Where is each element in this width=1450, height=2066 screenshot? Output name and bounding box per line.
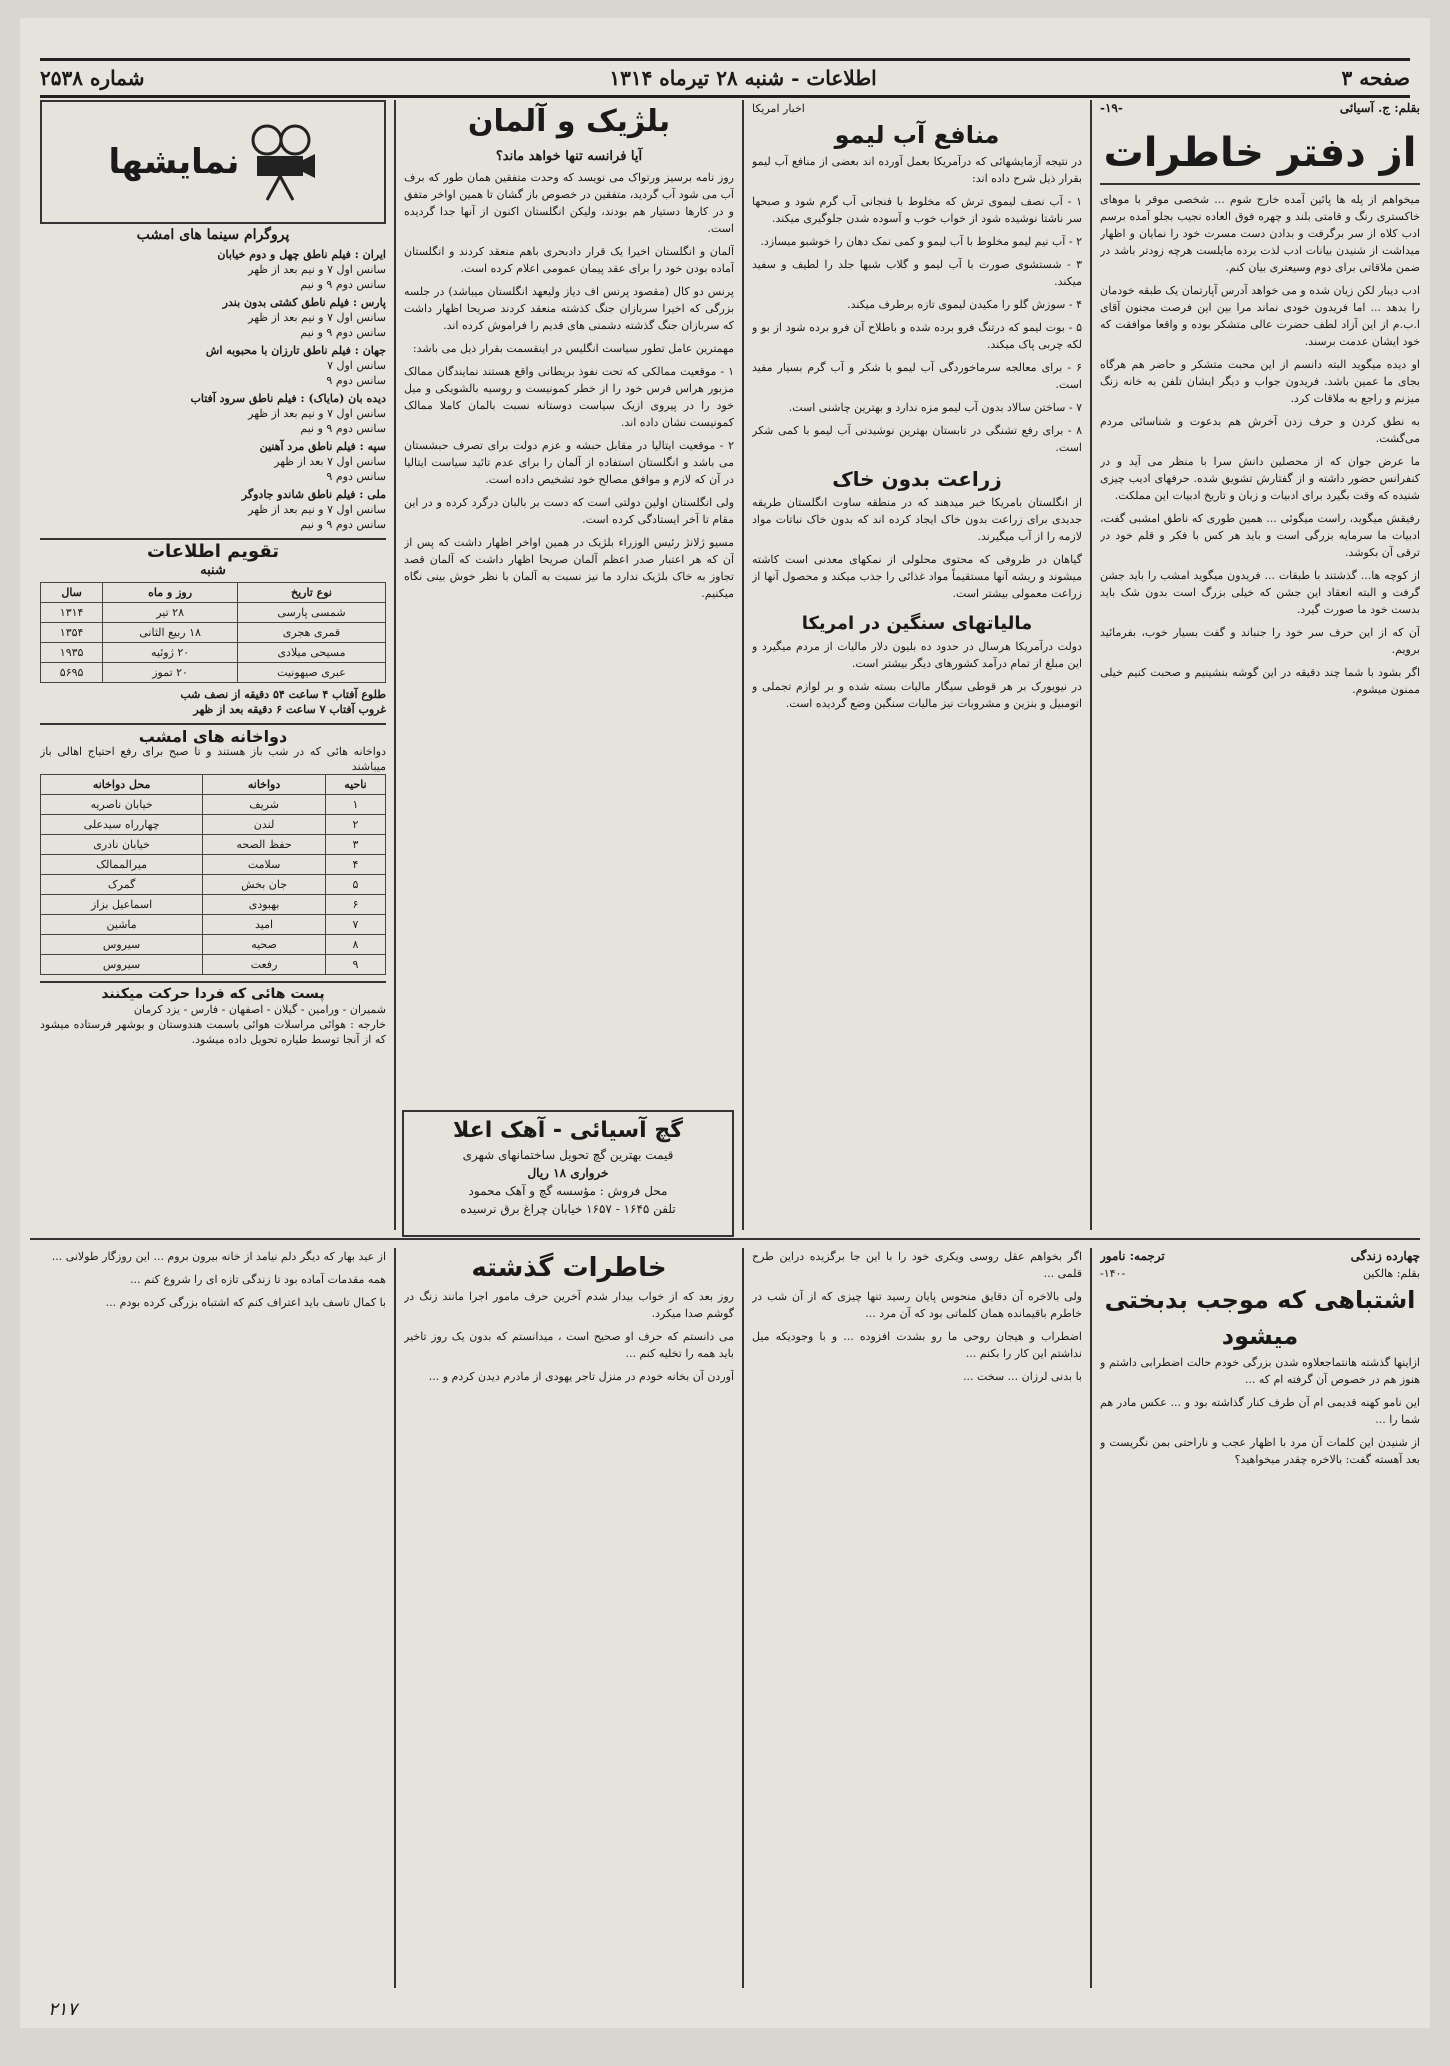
paragraph: روز بعد که از خواب بیدار شدم آخرین حرف مامور اجرا مانند زنگ در گوشم صدا میکرد. bbox=[404, 1290, 734, 1320]
paragraph: مهمترین عامل تطور سیاست انگلیس در اینقسمت بقرار ذیل می باشد: bbox=[412, 342, 734, 355]
paragraph: پرنس دو کال (مقصود پرنس اف دیاز ولیعهد انگلستان میباشد) در جلسه بزرگی که اخیرا سربازان جنگ کذشته منعقد کردند صریحا اظهار داشت که سربازان جنگ گذشته دشمنی های قدیم را فراموش کرده اند. bbox=[404, 285, 734, 332]
cinema-film: فیلم ناطق چهل و دوم خیابان bbox=[217, 248, 351, 261]
cinema-session: سانس دوم ۹ و نیم bbox=[300, 422, 386, 435]
column-divider bbox=[394, 1248, 396, 1988]
pharmacy-cell: ۳ bbox=[325, 835, 385, 855]
cinema-name-film: سپه : فیلم ناطق مرد آهنین bbox=[259, 440, 386, 453]
calendar-cell: ۱۳۵۴ bbox=[41, 623, 103, 643]
paragraph: ۲ - آب نیم لیمو مخلوط با آب لیمو و کمی نمک دهان را خوشبو میسازد. bbox=[760, 235, 1082, 248]
calendar-header: نوع تاریخ bbox=[237, 583, 385, 603]
pharmacy-row bbox=[41, 895, 386, 915]
paragraph: با کمال تاسف باید اعتراف کنم که اشتباه بزرگی کرده بودم ... bbox=[105, 1296, 386, 1309]
article-title: خاطرات گذشته bbox=[471, 1253, 667, 1283]
pharmacy-row bbox=[41, 815, 386, 835]
cinema-session: سانس اول ۷ و نیم بعد از ظهر bbox=[248, 311, 386, 324]
column-divider bbox=[1090, 1248, 1092, 1988]
cinema-session: سانس اول ۷ و نیم بعد از ظهر bbox=[248, 263, 386, 276]
article-past-memories bbox=[404, 1248, 734, 1988]
handwritten-mark: ۲۱۷ bbox=[48, 1999, 78, 2020]
cinema-logo bbox=[40, 100, 386, 224]
pharmacy-cell: گمرک bbox=[41, 875, 203, 895]
series-title: چهارده زندگی bbox=[1350, 1249, 1420, 1263]
byline: بقلم: ج. آسیائی bbox=[1339, 101, 1420, 115]
pharmacy-cell: ماشین bbox=[41, 915, 203, 935]
pharmacy-cell: ۲ bbox=[325, 815, 385, 835]
byline: بقلم: هالکین bbox=[1362, 1267, 1420, 1280]
cinema-name-film: جهان : فیلم ناطق تارزان با محبوبه اش bbox=[205, 344, 386, 357]
film-projector-icon bbox=[247, 122, 317, 202]
pharmacy-row bbox=[41, 875, 386, 895]
cinema-session: سانس اول ۷ و نیم بعد از ظهر bbox=[248, 407, 386, 420]
ad-line: تلفن ۱۶۴۵ - ۱۶۵۷ خیابان چراغ برق نرسیده bbox=[460, 1202, 676, 1216]
pharmacy-cell: خیابان نادری bbox=[41, 835, 203, 855]
paragraph: ۸ - برای رفع تشنگی در تابستان بهترین نوشیدنی آب لیمو با کمی شکر است. bbox=[752, 424, 1082, 454]
calendar-cell: ۲۰ ژوئیه bbox=[103, 643, 238, 663]
paragraph: ما عرض جوان که از محصلین دانش سرا با منظر می آید و در کنفرانس حضور داشته و از گفتارش تشویق شده. حرفهای ادیب چیزی شنیده که وقت بگیرد برای ادبیات و زبان و تاریخ ادبیات این مملکت. bbox=[1100, 455, 1420, 502]
pharmacy-cell: سیروس bbox=[41, 935, 203, 955]
cinema-session: سانس اول ۷ و نیم بعد از ظهر bbox=[248, 503, 386, 516]
pharmacy-cell: ۴ bbox=[325, 855, 385, 875]
cinema-name-film: ملی : فیلم ناطق شاندو جادوگر bbox=[241, 488, 386, 501]
paragraph: ۲ - موقعیت ایتالیا در مقابل حبشه و عزم دولت برای تصرف حبشستان می باشد و انگلستان استفاده از آلمان را برای عدم تائید سیاست ایتالیا در آن که لازم و موافق مصالح خود تشخیص داده است. bbox=[404, 439, 734, 486]
installment-number: -۱۹- bbox=[1100, 101, 1123, 115]
newspaper-page bbox=[20, 18, 1430, 2028]
paragraph: ولی بالاخره آن دقایق منحوس پایان رسید تنها چیزی که از آن شب در خاطرم باقیمانده همان کلماتی بود که آن مرد ... bbox=[752, 1290, 1082, 1320]
article-memoirs bbox=[1100, 100, 1420, 1230]
pharmacy-row bbox=[41, 955, 386, 975]
cinema-session: سانس دوم ۹ bbox=[326, 470, 386, 483]
paragraph: از کوچه ها... گذشتند با طبقات ... فریدون میگوید امشب را باید جشن گرفت و البته انعقاد این جشن که خیلی بزرگ است بدون شک باید بدست خود ما صورت گیرد. bbox=[1100, 569, 1420, 616]
paragraph: آلمان و انگلستان اخیرا یک قرار دادبحری باهم منعقد کردند و انگلستان آماده بودن خود را برای عقد پیمان عمومی اعلام کرده است. bbox=[404, 245, 734, 275]
calendar-header: روز و ماه bbox=[103, 583, 238, 603]
ad-line: محل فروش : مؤسسه گچ و آهک محمود bbox=[468, 1184, 668, 1198]
calendar-table bbox=[40, 582, 386, 683]
paragraph: در نتیجه آزمایشهائی که درآمریکا بعمل آورده اند بعضی از منافع آب لیمو بقرار ذیل شرح داده اند: bbox=[752, 155, 1082, 185]
column-divider bbox=[742, 1248, 744, 1988]
article-bottom-4 bbox=[40, 1248, 386, 1988]
column-divider bbox=[742, 100, 744, 1230]
paragraph: این نامو کهنه قدیمی ام آن طرف کنار گذاشته بود و ... عکس مادر هم شما را ... bbox=[1100, 1396, 1420, 1426]
section-divider bbox=[30, 1238, 1420, 1240]
calendar-cell: ۱۸ ربیع الثانی bbox=[103, 623, 238, 643]
paragraph: روز نامه برسیز ورتواک می نویسد که وحدت متفقین همان طور که برف آب می شود آب گردید، متفقین در خصوص باز گشان تا همین اواخر متفق و در کارها دستیار هم بودند، ولیکن انگلستان اکنون از آنها جدا گردیده است. bbox=[404, 171, 734, 235]
ad-title: گچ آسیائی - آهک اعلا bbox=[453, 1118, 683, 1143]
paragraph: اضطراب و هیجان روحی ما رو بشدت افزوده ... و با وجودیکه میل نداشتم این کار را بکنم ... bbox=[752, 1330, 1082, 1360]
cinema-section-title: نمایشها bbox=[108, 141, 240, 182]
pharmacy-cell: ۹ bbox=[325, 955, 385, 975]
cinema-name-film: دیده بان (مایاک) : فیلم ناطق سرود آفتاب bbox=[190, 392, 386, 405]
paragraph: او دیده میگوید البته دانسم از این محبت متشکر و حاضر هم هرگاه بجای ما عمین باشد. فریدون جواب و دیگر ایشان تلفن به خانه زنگ میزنم و راجع به ملاقات کرد. bbox=[1100, 358, 1420, 405]
cinema-film: فیلم ناطق تارزان با محبوبه اش bbox=[205, 344, 351, 357]
cinema-session: سانس دوم ۹ و نیم bbox=[300, 518, 386, 531]
cinema-film: فیلم ناطق مرد آهنین bbox=[259, 440, 356, 453]
pharmacy-cell: چهارراه سیدعلی bbox=[41, 815, 203, 835]
calendar-cell: ۲۰ تموز bbox=[103, 663, 238, 683]
cinema-entry bbox=[40, 487, 386, 532]
pharmacy-cell: جان بخش bbox=[203, 875, 326, 895]
calendar-day: شنبه bbox=[200, 563, 226, 578]
post-line: شمیران - ورامین - گیلان - اصفهان - فارس - یزد کرمان bbox=[133, 1003, 386, 1016]
pharmacy-cell: سلامت bbox=[203, 855, 326, 875]
calendar-cell: عبری صیهونیت bbox=[237, 663, 385, 683]
cinema-list bbox=[40, 247, 386, 532]
article-mistake bbox=[1100, 1248, 1420, 1988]
cinema-session: سانس دوم ۹ و نیم bbox=[300, 326, 386, 339]
paragraph: ۴ - سوزش گلو را مکیدن لیموی تازه برطرف میکند. bbox=[847, 298, 1082, 311]
pharmacy-cell: رفعت bbox=[203, 955, 326, 975]
cinema-film: فیلم ناطق سرود آفتاب bbox=[190, 392, 297, 405]
issue-number: شماره ۲۵۳۸ bbox=[40, 66, 145, 90]
pharmacy-header: دواخانه bbox=[203, 775, 326, 795]
article-title: اشتباهی که موجب بدبختی میشود bbox=[1104, 1286, 1416, 1350]
cinema-entry bbox=[40, 343, 386, 388]
calendar-cell: ۵۶۹۵ bbox=[41, 663, 103, 683]
calendar-cell: شمسی پارسی bbox=[237, 603, 385, 623]
article-title-soilless: زراعت بدون خاک bbox=[832, 467, 1002, 491]
paragraph: ادب دیبار لکن زیان شده و می خواهد آدرس آپارتمان یک طبقه خودمان را بدهد ... اما فریدون خودی نماند مرا بین این فرصت مجنون آقای ا.ب.م از این آزاد لطف حضرت عالی متشکر بوده و واقعا موافقت که خود ایشان عدمت برسند. bbox=[1100, 284, 1420, 348]
calendar-cell: قمری هجری bbox=[237, 623, 385, 643]
post-title: پست هائی که فردا حرکت میکنند bbox=[40, 981, 386, 1002]
cinema-film: فیلم ناطق شاندو جادوگر bbox=[241, 488, 356, 501]
pharmacy-header: ناحیه bbox=[325, 775, 385, 795]
pharmacy-row bbox=[41, 915, 386, 935]
page-number: صفحه ۳ bbox=[1341, 66, 1410, 90]
paragraph: همه مقدمات آماده بود تا زندگی تازه ای را شروع کنم ... bbox=[130, 1273, 386, 1286]
pharmacy-title: دواخانه های امشب bbox=[40, 723, 386, 744]
pharmacy-row bbox=[41, 855, 386, 875]
paragraph: ۱ - آب نصف لیموی ترش که مخلوط با فنجانی آب گرم شود و صبحها سر ناشتا نوشیده شود از خواب خوب و آسوده شدن جلوگیری میکند. bbox=[752, 195, 1082, 225]
paragraph: میخواهم از پله ها پائین آمده خارج شوم ... شخصی موقر با موهای خاکستری رنگ و قامتی بلند و چهره فوق العاده نجیب بجلو آمده برسم ادب کلاه از سر برگرفت و بدادن دست مسرت خود را نمایان و اظهار میداشت از شنیدن بیانات ادب لذت برده مایلست هرچه زودتر باشد در ضمن ملاقاتی برای دوم وسیعتری بیان کنم. bbox=[1100, 193, 1420, 274]
paragraph: ولی انگلستان اولین دولتی است که دست بر بالبان درگرد کرده و در این مقام تا آخر ایستادگی کرده است. bbox=[404, 496, 734, 526]
paragraph: اگر بشود با شما چند دقیقه در این گوشه بنشینیم و صحبت کنیم خیلی ممنون میشوم. bbox=[1100, 666, 1420, 696]
pharmacy-cell: بهبودی bbox=[203, 895, 326, 915]
cinema-name: ملی bbox=[367, 488, 386, 501]
paragraph: به نطق کردن و حرف زدن آخرش هم بدعوت و شناسائی مردم می‌گشت. bbox=[1100, 415, 1420, 445]
cinema-session: سانس اول ۷ بعد از ظهر bbox=[274, 455, 386, 468]
paragraph: از انگلستان بامریکا خبر میدهند که در منطقه ساوت انگلستان طریقه جدیدی برای زراعت بدون خاک ایجاد کرده اند که بدون خاک نباتات مواد لازمه را از آب میگیرند. bbox=[752, 496, 1082, 543]
calendar-row bbox=[41, 623, 386, 643]
pharmacy-cell: امید bbox=[203, 915, 326, 935]
pharmacy-row bbox=[41, 935, 386, 955]
calendar-cell: مسیحی میلادی bbox=[237, 643, 385, 663]
pharmacy-row bbox=[41, 835, 386, 855]
article-lemon bbox=[752, 100, 1082, 1230]
pharmacy-cell: لندن bbox=[203, 815, 326, 835]
cinema-name: دیده بان (مایاک) bbox=[308, 392, 386, 405]
paragraph: ۳ - شستشوی صورت با آب لیمو و گلاب شبها جلد را لطیف و سفید میکند. bbox=[752, 258, 1082, 288]
article-title: منافع آب لیمو bbox=[834, 121, 1000, 149]
pharmacy-cell: صحیه bbox=[203, 935, 326, 955]
calendar-cell: ۱۳۱۴ bbox=[41, 603, 103, 623]
cinema-name: جهان bbox=[362, 344, 386, 357]
article-title-taxes: مالیاتهای سنگین در امریکا bbox=[801, 613, 1033, 634]
cinema-program-title: پروگرام سینما های امشب bbox=[136, 227, 290, 243]
paragraph: ۱ - موقعیت ممالکی که تحت نفوذ بریطانی واقع هستند نمایندگان ممالک مزبور هراس فرس خود را از خطر کمونیست و روسیه بالشویکی و میل خود را در پیروی ازیک سیاست دوستانه نسبت بالمان کاملا ممالک کمونیست نشان داده اند. bbox=[404, 365, 734, 429]
listings-column bbox=[40, 100, 386, 1230]
calendar-title: تقویم اطلاعات bbox=[40, 538, 386, 559]
page-header bbox=[40, 58, 1410, 98]
article-belgium bbox=[404, 100, 734, 1100]
ad-line: قیمت بهترین گچ تحویل ساختمانهای شهری bbox=[462, 1148, 674, 1162]
pharmacy-cell: ۵ bbox=[325, 875, 385, 895]
post-line: خارجه : هوائی مراسلات هوائی باسمت هندوستان و بوشهر فرستاده میشود که از آنجا توسط طیاره تحویل داده میشود. bbox=[40, 1018, 386, 1046]
pharmacy-table bbox=[40, 774, 386, 975]
cinema-name: پارس bbox=[360, 296, 386, 309]
calendar-row bbox=[41, 663, 386, 683]
paragraph: دولت درآمریکا هرسال در حدود ده بلیون دلار مالیات از مردم میگیرد و این مبلغ از تمام درآمد کشورهای دیگر بیشتر است. bbox=[752, 640, 1082, 670]
pharmacy-header: محل دواخانه bbox=[41, 775, 203, 795]
pharmacy-cell: ۷ bbox=[325, 915, 385, 935]
pharmacy-intro: دواخانه هائی که در شب باز هستند و تا صبح برای رفع احتیاج اهالی باز میباشند bbox=[40, 745, 386, 773]
cinema-name: سپه bbox=[367, 440, 386, 453]
calendar-cell: ۱۹۳۵ bbox=[41, 643, 103, 663]
paragraph: از عید بهار که دیگر دلم نیامد از خانه بیرون بروم ... این روزگار طولانی ... bbox=[51, 1250, 386, 1263]
paragraph: اگر بخواهم عقل روسی ویکری خود را با این جا برگزیده دراین طرح قلمی ... bbox=[752, 1250, 1082, 1280]
pharmacy-cell: ۱ bbox=[325, 795, 385, 815]
installment-number: -۱۴۰- bbox=[1100, 1267, 1126, 1280]
paragraph: ۷ - ساختن سالاد بدون آب لیمو مزه ندارد و بهترین چاشنی است. bbox=[788, 401, 1082, 414]
sunrise-time: طلوع آفتاب ۴ ساعت ۵۴ دقیقه از نصف شب bbox=[180, 688, 386, 701]
cinema-name-film: ایران : فیلم ناطق چهل و دوم خیابان bbox=[217, 248, 386, 261]
translator: ترجمه: نامور bbox=[1100, 1249, 1165, 1263]
pharmacy-cell: ۸ bbox=[325, 935, 385, 955]
ad-price: خرواری ۱۸ ریال bbox=[527, 1166, 609, 1180]
cinema-session: سانس دوم ۹ bbox=[326, 374, 386, 387]
paragraph: در نیویورک بر هر قوطی سیگار مالیات بسته شده و بر لوازم تجملی و اتومبیل و بنزین و مشروبات نیز مالیات سنگین وضع گردیده است. bbox=[752, 680, 1082, 710]
pharmacy-cell: میرالممالک bbox=[41, 855, 203, 875]
paper-date: اطلاعات - شنبه ۲۸ تیرماه ۱۳۱۴ bbox=[609, 66, 877, 90]
paragraph: آوردن آن بخانه خودم در منزل تاجر یهودی از مادرم دیدن کردم و ... bbox=[428, 1370, 734, 1383]
pharmacy-row bbox=[41, 795, 386, 815]
article-subtitle: آیا فرانسه تنها خواهد ماند؟ bbox=[495, 149, 643, 164]
paragraph: مسیو ژلانژ رئیس الوزراء بلژیک در همین اواخر اظهار داشت که پس از آن که هر اعتبار صدر اعظم آلمان صریحا اظهار داشت که آلمان قصد تجاوز به خاک بلژیک ندارد ما نیز نسبت به آلمان با نظر خوش بینی نگاه میکنیم. bbox=[404, 536, 734, 600]
article-title: بلژیک و آلمان bbox=[467, 104, 671, 139]
paragraph: رفیقش میگوید، راست میگوئی ... همین طوری که ناطق امشبی گفت، ادبیات ما سرمایه بزرگی است و باید هر کس با فکر و قلم خود در ترقی آن بکوشد. bbox=[1100, 512, 1420, 559]
paragraph: ازاینها گذشته هانتماجعلاوه شدن بزرگی خودم حالت اضطرابی داشتم و هنوز هم در خصوص آن گرفته ام که ... bbox=[1100, 1356, 1420, 1386]
cinema-entry bbox=[40, 391, 386, 436]
paragraph: آن که از این حرف سر خود را جنباند و گفت بسیار خوب، بفرمائید برویم. bbox=[1100, 626, 1420, 656]
paragraph: ۶ - برای معالجه سرماخوردگی آب لیمو با شکر و آب گرم بسیار مفید است. bbox=[752, 361, 1082, 391]
paragraph: با بدنی لرزان ... سخت ... bbox=[963, 1370, 1082, 1383]
ad-plaster bbox=[402, 1110, 734, 1237]
cinema-film: فیلم ناطق کشتی بدون بندر bbox=[222, 296, 350, 309]
column-divider bbox=[1090, 100, 1092, 1230]
calendar-cell: ۲۸ تیر bbox=[103, 603, 238, 623]
article-title: از دفتر خاطرات bbox=[1100, 123, 1420, 185]
pharmacy-cell: سیروس bbox=[41, 955, 203, 975]
calendar-row bbox=[41, 643, 386, 663]
pharmacy-cell: خیابان ناصریه bbox=[41, 795, 203, 815]
cinema-session: سانس اول ۷ bbox=[327, 359, 386, 372]
paragraph: از شنیدن این کلمات آن مرد با اظهار عجب و ناراحتی بمن نگریست و بعد آهسته گفت: بالاخره چقدر میخواهید؟ bbox=[1100, 1436, 1420, 1466]
paragraph: گیاهان در ظروفی که محتوی محلولی از نمکهای معدنی است کاشته میشوند و ریشه آنها مستقیماً مواد غذائی را جذب میکند و محصول آنها از زراعت معمولی بیشتر است. bbox=[752, 553, 1082, 600]
cinema-session: سانس دوم ۹ و نیم bbox=[300, 278, 386, 291]
pharmacy-cell: شریف bbox=[203, 795, 326, 815]
cinema-name-film: پارس : فیلم ناطق کشتی بدون بندر bbox=[222, 296, 386, 309]
cinema-entry bbox=[40, 247, 386, 292]
cinema-entry bbox=[40, 439, 386, 484]
paragraph: ۵ - بوت لیمو که درتنگ فرو برده شده و باطلاح آن فرو برده شود از بو و لکه چربی پاک میکند. bbox=[752, 321, 1082, 351]
pharmacy-cell: ۶ bbox=[325, 895, 385, 915]
pharmacy-cell: حفظ الصحه bbox=[203, 835, 326, 855]
cinema-name: ایران bbox=[362, 248, 386, 261]
section-kicker: اخبار امریکا bbox=[752, 102, 805, 115]
calendar-header: سال bbox=[41, 583, 103, 603]
paragraph: می دانستم که حرف او صحیح است ، میدانستم که بدون یک روز تاخیر باید همه را تخلیه کنم ... bbox=[404, 1330, 734, 1360]
column-divider bbox=[394, 100, 396, 1230]
cinema-entry bbox=[40, 295, 386, 340]
calendar-row bbox=[41, 603, 386, 623]
article-bottom-2 bbox=[752, 1248, 1082, 1988]
sunset-time: غروب آفتاب ۷ ساعت ۶ دقیقه بعد از ظهر bbox=[193, 703, 386, 716]
pharmacy-cell: اسماعیل بزاز bbox=[41, 895, 203, 915]
